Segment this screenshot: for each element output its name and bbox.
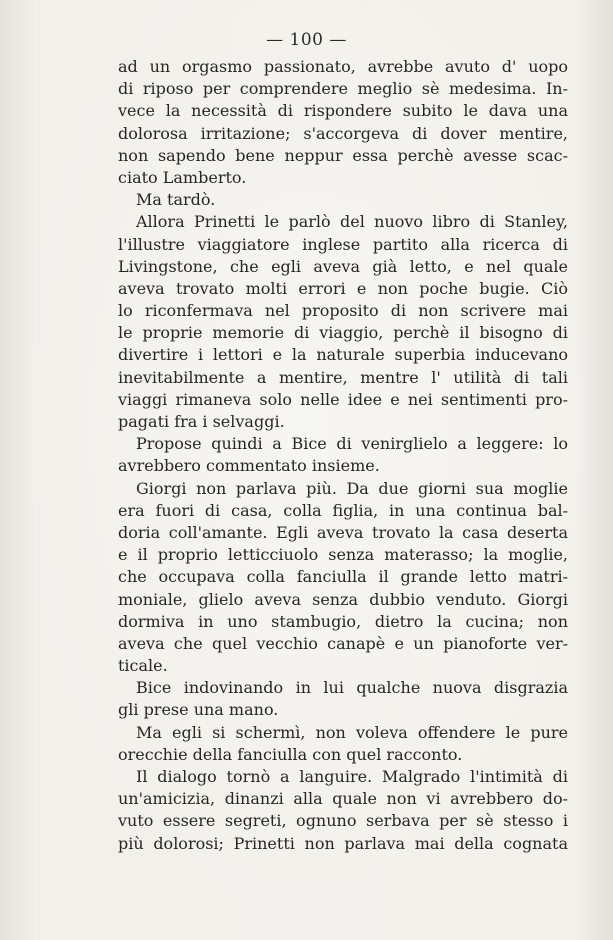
text-line: vuto essere segreti, ognuno serbava per sè stesso i <box>118 811 568 831</box>
paragraph <box>118 211 568 433</box>
text-line: Il dialogo tornò a languire. Malgrado l'intimità di <box>136 767 568 786</box>
text-line: non sapendo bene neppur essa perchè avesse scac- <box>118 145 568 165</box>
text-line: lo riconfermava nel proposito di non scrivere mai <box>118 301 568 321</box>
text-line: inevitabilmente a mentire, mentre l' utilità di tali <box>118 367 568 387</box>
text-line: di riposo per comprendere meglio sè medesima. In- <box>118 79 568 99</box>
text-line: divertire i lettori e la naturale superbia inducevano <box>118 345 568 365</box>
text-line: ad un orgasmo passionato, avrebbe avuto d' uopo <box>118 57 568 76</box>
text-line: ticale. <box>118 656 168 676</box>
text-line: un'amicizia, dinanzi alla quale non vi avrebbero do- <box>118 789 568 809</box>
text-line: gli prese una mano. <box>118 700 279 720</box>
text-line: viaggi rimaneva solo nelle idee e nei sentimenti pro- <box>118 389 568 409</box>
paragraph <box>118 433 568 477</box>
paragraph <box>118 677 568 721</box>
text-line: l'illustre viaggiatore inglese partito alla ricerca di <box>118 234 568 254</box>
text-line: era fuori di casa, colla figlia, in una continua bal- <box>118 500 568 520</box>
text-line: dolorosa irritazione; s'accorgeva di dover mentire, <box>118 123 568 143</box>
text-line: le proprie memorie di viaggio, perchè il bisogno di <box>118 323 568 343</box>
text-line: ciato Lamberto. <box>118 167 247 187</box>
text-line: che occupava colla fanciulla il grande letto matri- <box>118 567 568 587</box>
text-line: Livingstone, che egli aveva già letto, e nel quale <box>118 256 568 276</box>
body-text <box>118 56 568 855</box>
paragraph <box>118 766 568 855</box>
page-number: — 100 — <box>266 30 347 50</box>
text-line: più dolorosi; Prinetti non parlava mai della cognata <box>118 833 568 853</box>
paragraph <box>118 478 568 678</box>
text-line: vece la necessità di rispondere subito le dava una <box>118 101 568 121</box>
paragraph <box>118 722 568 766</box>
paragraph <box>118 189 568 211</box>
text-line: Ma tardò. <box>136 190 216 210</box>
text-line: moniale, glielo aveva senza dubbio venduto. Giorgi <box>118 589 568 609</box>
text-line: Propose quindi a Bice di venirglielo a leggere: lo <box>136 434 568 454</box>
text-line: Allora Prinetti le parlò del nuovo libro di Stanley, <box>136 212 568 232</box>
text-line: aveva trovato molti errori e non poche bugie. Ciò <box>118 278 568 298</box>
text-line: pagati fra i selvaggi. <box>118 412 285 431</box>
text-line: avrebbero commentato insieme. <box>118 456 380 476</box>
text-line: aveva che quel vecchio canapè e un pianoforte ver- <box>118 633 568 653</box>
text-line: dormiva in uno stambugio, dietro la cucina; non <box>118 611 568 631</box>
text-line: Ma egli si schermì, non voleva offendere le pure <box>136 722 568 742</box>
text-line: e il proprio letticciuolo senza materasso; la moglie, <box>118 545 568 565</box>
text-line: orecchie della fanciulla con quel racconto. <box>118 744 463 764</box>
text-line: Giorgi non parlava più. Da due giorni sua moglie <box>136 478 568 498</box>
paragraph <box>118 56 568 189</box>
text-line: doria coll'amante. Egli aveva trovato la casa deserta <box>118 522 568 542</box>
text-line: Bice indovinando in lui qualche nuova disgrazia <box>136 678 568 698</box>
